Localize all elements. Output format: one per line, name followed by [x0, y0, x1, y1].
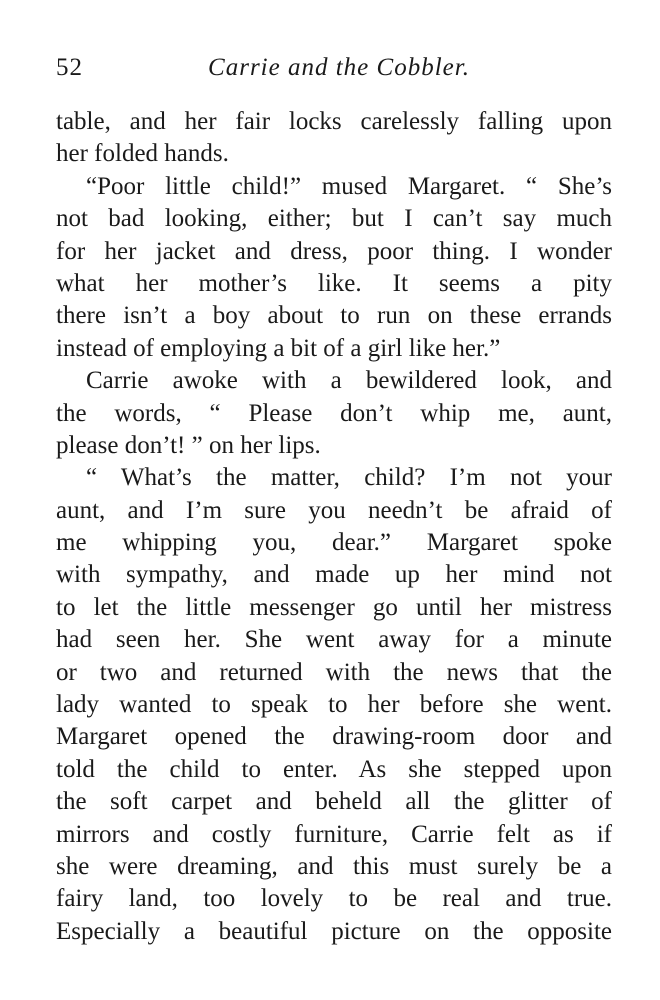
text-line: fairy land, too lovely to be real and true. [56, 885, 612, 913]
text-line: to let the little messenger go until her mistress [56, 593, 612, 621]
text-line: table, and her fair locks carelessly falling upon [56, 108, 612, 135]
text-line: there isn’t a boy about to run on these errands [56, 302, 612, 330]
text-line: aunt, and I’m sure you needn’t be afraid of [56, 496, 612, 524]
text-line: me whipping you, dear.” Margaret spoke [56, 529, 612, 557]
text-line: please don’t! ” on her lips. [56, 431, 321, 459]
text-line: what her mother’s like. It seems a pity [56, 269, 612, 297]
text-line: or two and returned with the news that the [56, 658, 612, 686]
text-line: Carrie awoke with a bewildered look, and [86, 367, 612, 395]
running-head [56, 54, 612, 88]
text-line: not bad looking, either; but I can’t say much [56, 205, 612, 233]
text-line: lady wanted to speak to her before she went. [56, 691, 612, 719]
page-number: 52 [56, 54, 83, 81]
running-title: Carrie and the Cobbler. [208, 54, 470, 81]
body-text [56, 106, 612, 948]
text-line: instead of employing a bit of a girl like her.” [56, 334, 501, 362]
text-line: the soft carpet and beheld all the glitter of [56, 788, 612, 816]
text-line: had seen her. She went away for a minute [56, 626, 612, 654]
text-line: told the child to enter. As she stepped upon [56, 755, 612, 783]
text-line: the words, “ Please don’t whip me, aunt, [56, 399, 612, 427]
text-line: she were dreaming, and this must surely be a [56, 852, 612, 880]
text-line: “ What’s the matter, child? I’m not your [86, 464, 612, 492]
text-line: Margaret opened the drawing-room door and [56, 723, 612, 751]
text-line: with sympathy, and made up her mind not [56, 561, 612, 589]
text-line: for her jacket and dress, poor thing. I wonder [56, 237, 612, 265]
text-line: mirrors and costly furniture, Carrie felt as if [56, 820, 612, 848]
text-line: Especially a beautiful picture on the opposite [56, 917, 612, 945]
text-line: “Poor little child!” mused Margaret. “ She’s [86, 172, 612, 200]
text-line: her folded hands. [56, 140, 229, 168]
